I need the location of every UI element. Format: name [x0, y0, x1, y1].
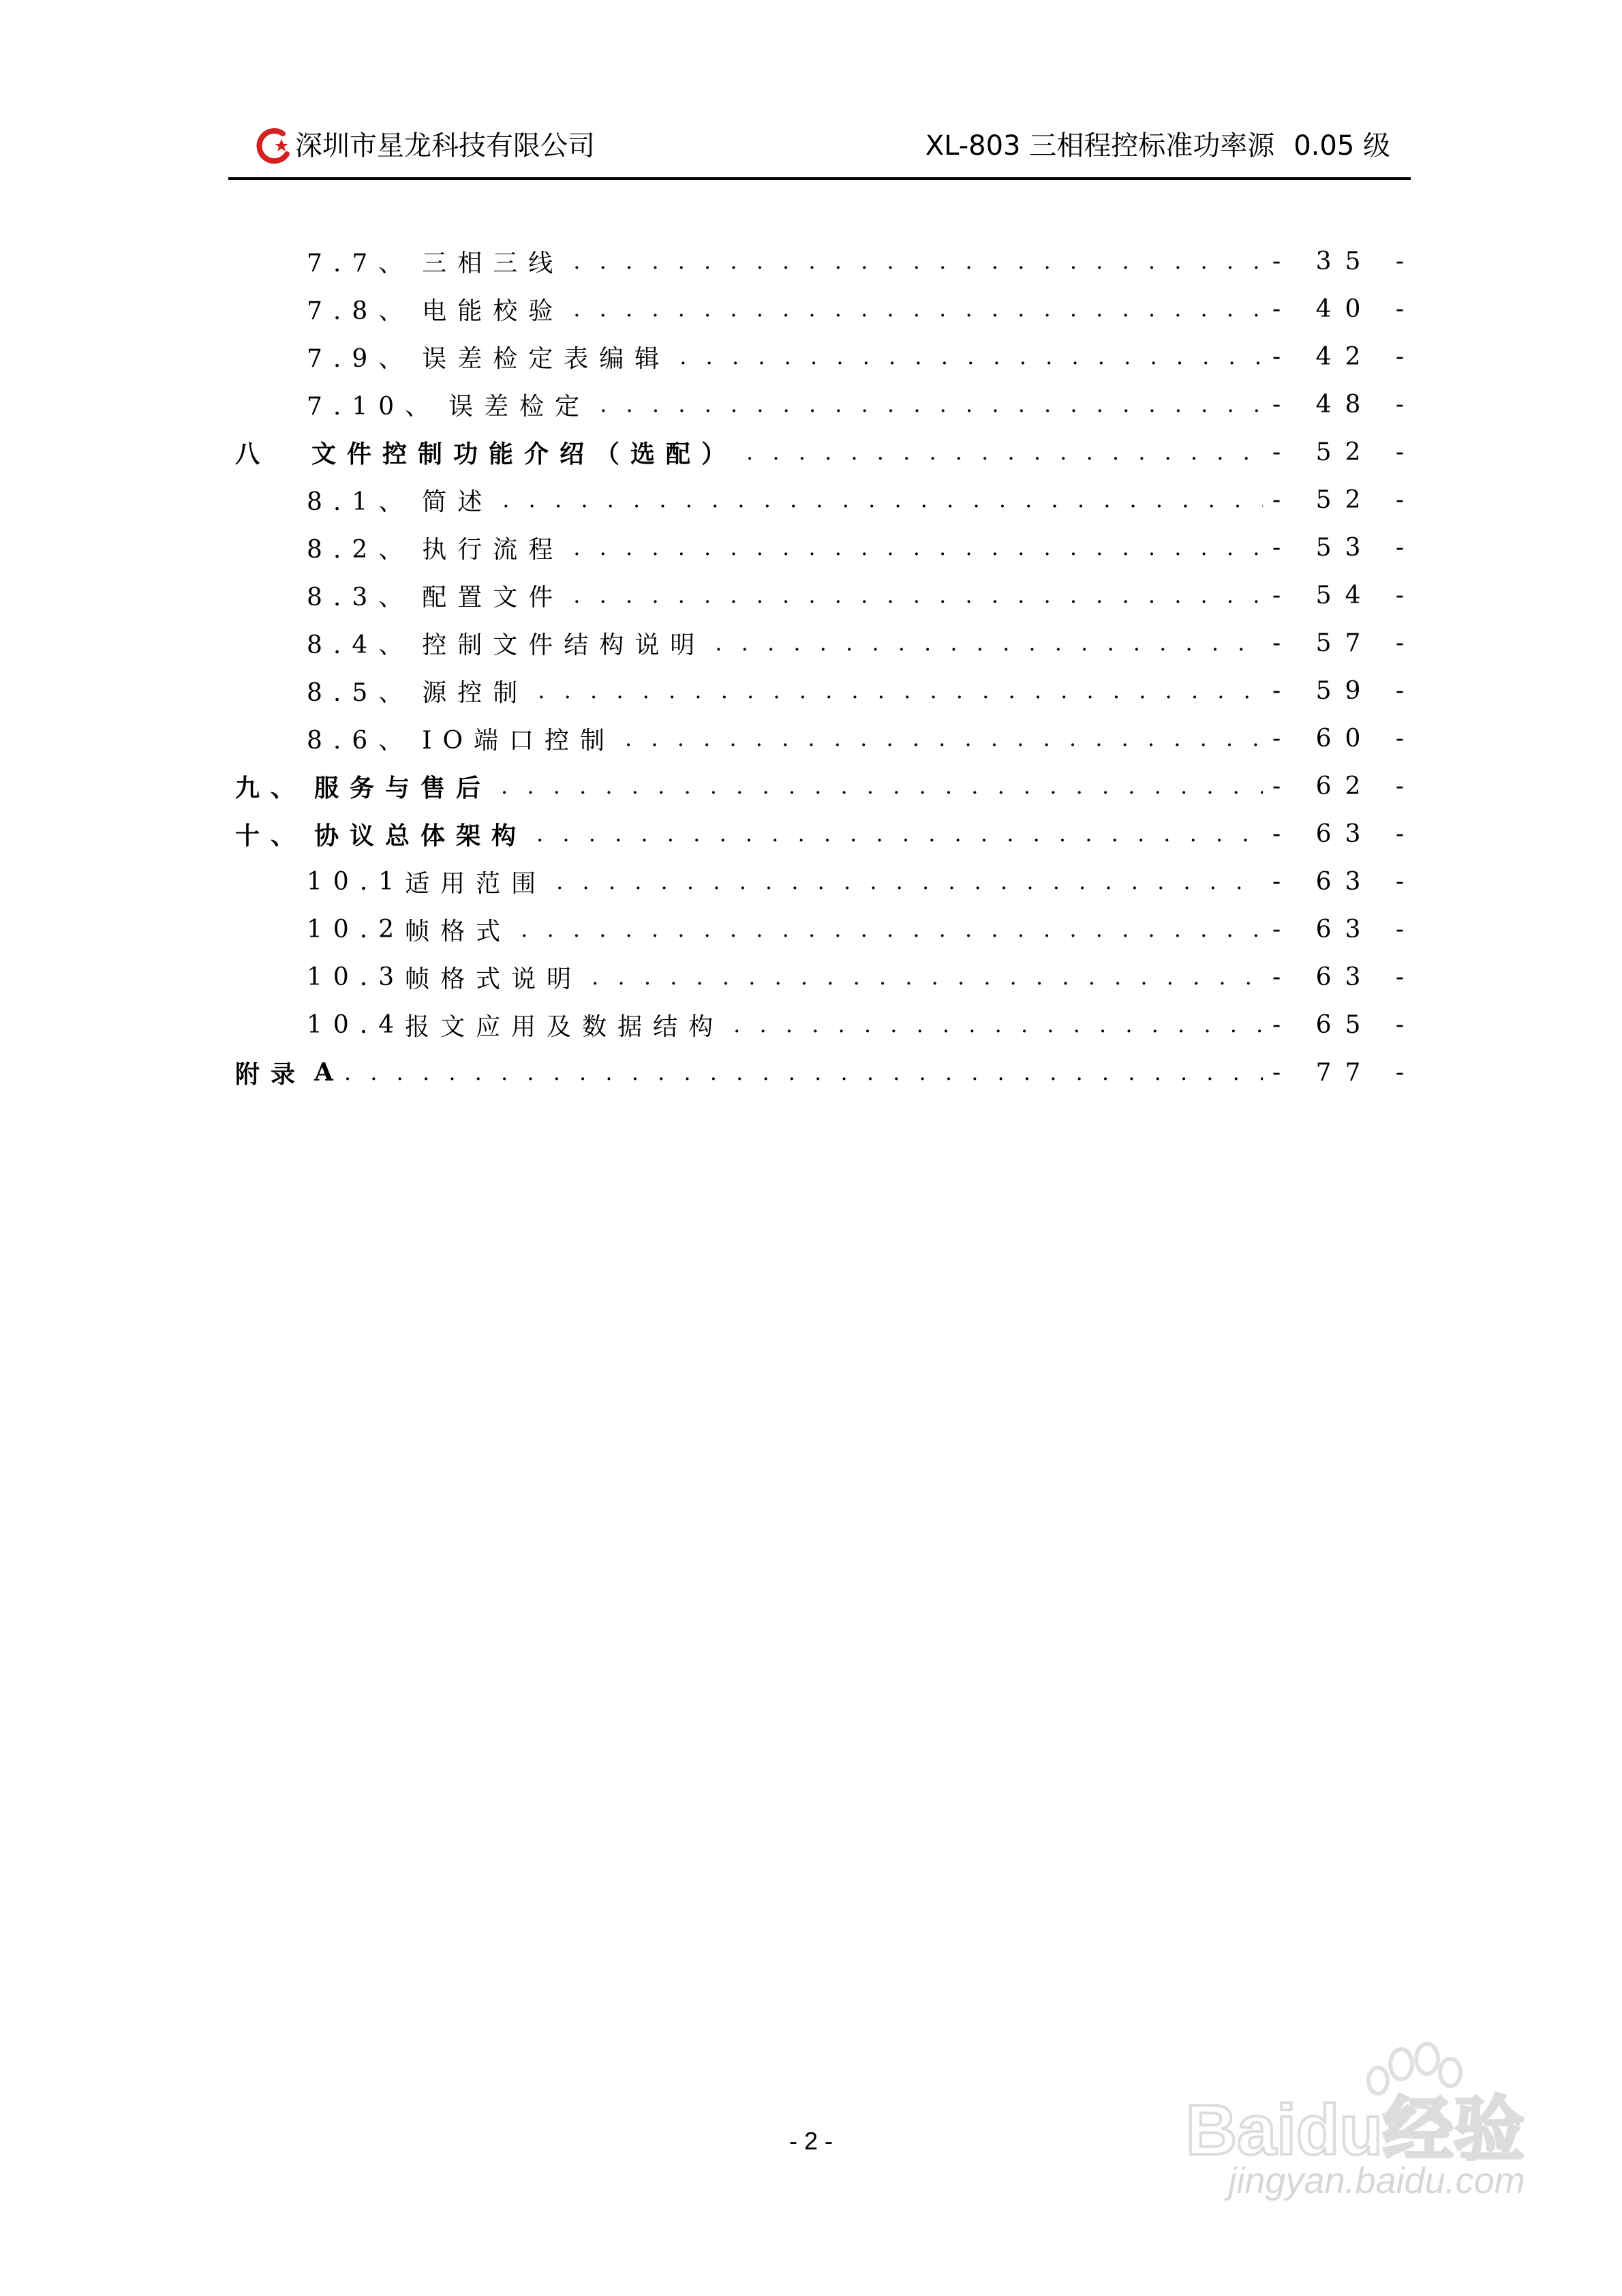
product-name: XL-803 三相程控标准功率源 — [925, 130, 1275, 162]
toc-title: 文件控制功能介绍（选配） — [311, 439, 737, 468]
toc-leader-dots — [501, 773, 1263, 799]
company-name: 深圳市星龙科技有限公司 — [295, 130, 595, 162]
toc-page: - 63 - — [1272, 819, 1418, 848]
toc-page: - 53 - — [1272, 533, 1418, 562]
toc-title: A — [314, 1058, 344, 1087]
toc-title: 执行流程 — [422, 535, 564, 564]
toc-title: 控制文件结构说明 — [422, 631, 706, 659]
toc-number: 八 — [235, 439, 271, 468]
toc-entry[interactable] — [235, 524, 1418, 571]
toc-entry[interactable] — [235, 428, 1418, 476]
toc-page: - 57 - — [1272, 629, 1418, 657]
toc-entry[interactable] — [235, 858, 1418, 905]
watermark-brand: Baidu经验 — [1186, 2091, 1525, 2161]
toc-title: 误差检定 — [448, 392, 591, 421]
toc-title: 源控制 — [422, 678, 529, 707]
toc-leader-dots — [600, 391, 1263, 417]
toc-entry[interactable] — [235, 380, 1418, 428]
baidu-paw-icon — [1159, 2038, 1595, 2161]
company-logo-icon — [256, 127, 294, 165]
toc-title: 简述 — [422, 487, 493, 516]
toc-page: - 65 - — [1272, 1010, 1418, 1039]
toc-page: - 62 - — [1272, 772, 1418, 800]
toc-leader-dots — [592, 964, 1263, 990]
toc-leader-dots — [679, 344, 1263, 369]
page-header — [228, 116, 1411, 180]
toc-page: - 63 - — [1272, 915, 1418, 943]
toc-entry[interactable] — [235, 476, 1418, 524]
toc-number: 8.3、 — [307, 583, 414, 611]
toc-title: 帧格式 — [405, 917, 512, 946]
toc-entry[interactable] — [235, 619, 1418, 667]
toc-page: - 54 - — [1272, 581, 1418, 609]
watermark-url: jingyan.baidu.com — [1228, 2160, 1525, 2201]
table-of-contents — [235, 237, 1418, 1096]
toc-number: 7.7、 — [307, 249, 414, 277]
toc-number: 十、 — [235, 821, 307, 850]
baidu-watermark — [1159, 2038, 1595, 2263]
toc-page: - 40 - — [1272, 294, 1418, 323]
toc-entry[interactable] — [235, 285, 1418, 333]
toc-page: - 52 - — [1272, 485, 1418, 514]
toc-number: 九、 — [235, 773, 307, 802]
toc-leader-dots — [573, 582, 1263, 608]
toc-page: - 63 - — [1272, 963, 1418, 991]
toc-leader-dots — [502, 487, 1263, 513]
toc-leader-dots — [733, 1012, 1263, 1038]
toc-entry[interactable] — [235, 667, 1418, 714]
toc-title: 协议总体架构 — [314, 821, 527, 850]
toc-number: 8.4、 — [307, 631, 414, 659]
toc-leader-dots — [625, 725, 1263, 751]
toc-number: 8.2、 — [307, 535, 414, 564]
toc-entry[interactable] — [235, 237, 1418, 285]
toc-title: 适用范围 — [405, 869, 547, 898]
toc-number: 附录 — [235, 1059, 307, 1089]
toc-title: 服务与售后 — [314, 773, 492, 802]
toc-page: - 48 - — [1272, 390, 1418, 419]
toc-number: 8.1、 — [307, 487, 414, 516]
toc-leader-dots — [521, 916, 1263, 942]
toc-number: 10.4 — [307, 1010, 406, 1039]
page-number: - 2 - — [789, 2127, 833, 2155]
toc-title: IO端口控制 — [422, 726, 616, 755]
toc-number: 10.2 — [307, 915, 406, 943]
toc-leader-dots — [573, 248, 1263, 274]
toc-entry[interactable] — [235, 1001, 1418, 1048]
toc-number: 8.6、 — [307, 726, 414, 755]
toc-leader-dots — [715, 630, 1263, 656]
toc-page: - 42 - — [1272, 342, 1418, 371]
toc-entry[interactable] — [235, 905, 1418, 953]
toc-entry[interactable] — [235, 810, 1418, 858]
toc-number: 10.1 — [307, 867, 406, 896]
toc-page: - 60 - — [1272, 724, 1418, 753]
toc-leader-dots — [573, 534, 1263, 560]
toc-page: - 35 - — [1272, 247, 1418, 275]
toc-page: - 59 - — [1272, 676, 1418, 705]
toc-leader-dots — [538, 678, 1263, 704]
toc-entry[interactable] — [235, 333, 1418, 380]
toc-number: 10.3 — [307, 963, 406, 991]
toc-title: 帧格式说明 — [405, 965, 583, 993]
toc-number: 7.9、 — [307, 344, 414, 373]
toc-leader-dots — [746, 439, 1263, 465]
toc-entry[interactable] — [235, 714, 1418, 762]
toc-number: 8.5、 — [307, 678, 414, 707]
toc-number: 7.8、 — [307, 297, 414, 325]
toc-page: - 77 - — [1272, 1058, 1418, 1087]
toc-title: 报文应用及数据结构 — [405, 1012, 724, 1041]
toc-page: - 63 - — [1272, 867, 1418, 896]
toc-entry[interactable] — [235, 571, 1418, 619]
toc-leader-dots — [556, 868, 1263, 894]
toc-number: 7.10、 — [307, 392, 441, 421]
toc-page: - 52 - — [1272, 438, 1418, 466]
product-title — [925, 130, 1390, 162]
toc-leader-dots — [344, 1059, 1263, 1085]
toc-title: 三相三线 — [422, 249, 564, 277]
accuracy-grade: 0.05 级 — [1294, 130, 1390, 162]
toc-title: 误差检定表编辑 — [422, 344, 671, 373]
toc-entry[interactable] — [235, 953, 1418, 1001]
toc-title: 电能校验 — [422, 297, 564, 325]
toc-leader-dots — [536, 821, 1263, 847]
toc-leader-dots — [573, 296, 1263, 322]
toc-entry[interactable] — [235, 762, 1418, 810]
toc-entry[interactable] — [235, 1048, 1418, 1096]
toc-title: 配置文件 — [422, 583, 564, 611]
